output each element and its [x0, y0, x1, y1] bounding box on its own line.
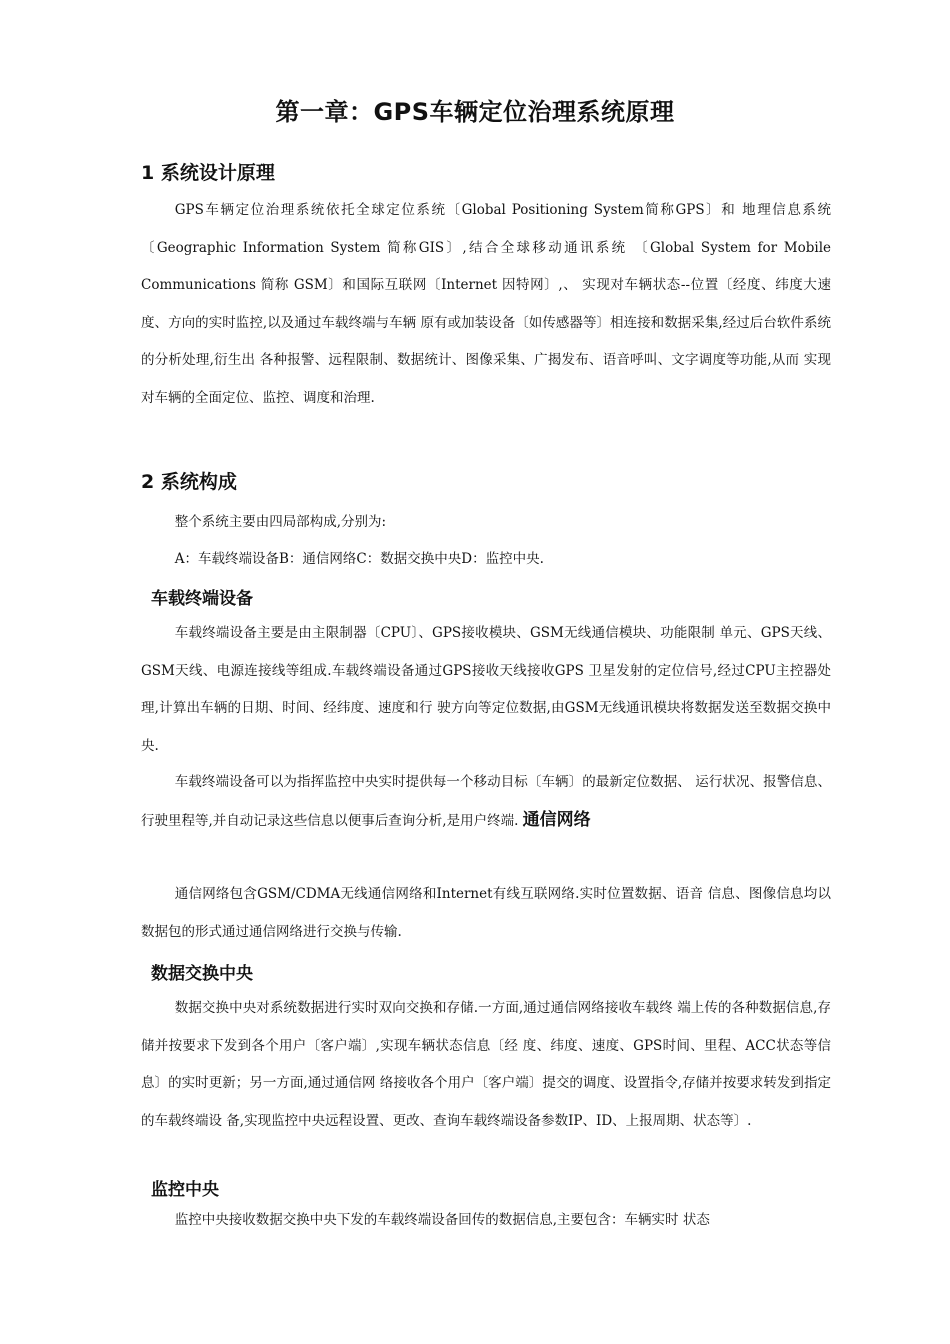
chapter-title: 第一章：GPS车辆定位治理系统原理 — [275, 98, 675, 126]
paragraph-composition-intro: 整个系统主要由四局部构成,分别为: — [174, 514, 387, 530]
paragraph-exchange: 数据交换中央对系统数据进行实时双向交换和存储.一方面,通过通信网络接收车载终 端上传的各种数据信息,存储并按要求下发到各个用户〔客户端〕,实现车辆状态信息〔经 度、纬度、速度、GPS时间、里程、ACC状态等信息〕的实时更新；另一方面,通过通信网 络接收各个用户〔客户端〕提交的调度、设置指令,存储并按要求转发到指定的车载终端设 备,实现监控中央远程设置、更改、查询车载终端设备参数IP、ID、上报周期、状态等〕. — [141, 1000, 831, 1129]
paragraph-monitor: 监控中央接收数据交换中央下发的车载终端设备回传的数据信息,主要包含：车辆实时 状态 — [174, 1212, 710, 1228]
paragraph-design-principle: GPS车辆定位治理系统依托全球定位系统〔Global Positioning System简称GPS〕和 地理信息系统〔Geographic Information System 简称GIS〕,结合全球移动通讯系统 〔Global System for Mobile Communications 简称 GSM〕和国际互联网〔Internet 因特网〕,、 实现对车辆状态--位置〔经度、纬度大速度、方向的实时监控,以及通过车载终端与车辆 原有或加装设备〔如传感器等〕相连接和数据采集,经过后台软件系统的分析处理,衍生出 各种报警、远程限制、数据统计、图像采集、广揭发布、语音呼叫、文字调度等功能,从而 实现对车辆的全面定位、监控、调度和治理. — [141, 202, 831, 406]
subheading-communication-network: 通信网络 — [522, 809, 591, 830]
paragraph-network: 通信网络包含GSM/CDMA无线通信网络和Internet有线互联网络.实时位置数据、语音 信息、图像信息均以数据包的形式通过通信网络进行交换与传输. — [141, 886, 831, 940]
terminal-function-text: 车载终端设备可以为指挥监控中央实时提供每一个移动目标〔车辆〕的最新定位数据、 运行状况、报警信息、行驶里程等,并自动记录这些信息以便事后查询分析,是用户终端. — [141, 774, 831, 829]
paragraph-terminal-composition: 车载终端设备主要是由主限制器〔CPU〕、GPS接收模块、GSM无线通信模块、功能限制 单元、GPS天线、GSM天线、电源连接线等组成.车载终端设备通过GPS接收天线接收GPS 卫星发射的定位信号,经过CPU主控器处理,计算出车辆的日期、时间、经纬度、速度和行 驶方向等定位数据,由GSM无线通讯模块将数据发送至数据交换中央. — [141, 625, 831, 754]
paragraph-terminal-function — [141, 764, 831, 840]
section-heading-design-principle: 1 系统设计原理 — [141, 162, 275, 184]
subheading-data-exchange-center: 数据交换中央 — [151, 964, 253, 984]
subheading-monitor-center: 监控中央 — [151, 1180, 219, 1200]
section-heading-system-composition: 2 系统构成 — [141, 471, 237, 493]
paragraph-composition-list: A：车载终端设备B：通信网络C：数据交换中央D：监控中央. — [174, 551, 544, 567]
subheading-vehicle-terminal: 车载终端设备 — [151, 589, 253, 609]
